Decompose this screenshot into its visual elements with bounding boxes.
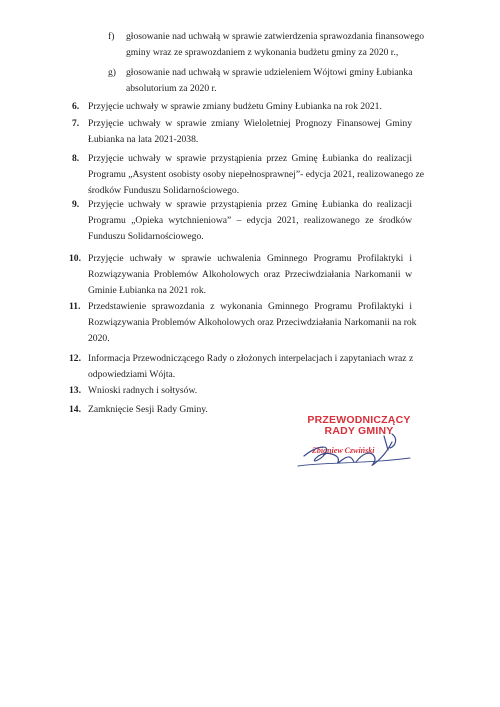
handwritten-signature xyxy=(296,425,414,478)
item-line: Przyjęcie uchwały w sprawie zmiany budżetu Gminy Łubianka na rok 2021. xyxy=(88,101,382,112)
item-line: Rozwiązywania Problemów Alkoholowych oraz Przeciwdziałania Narkomanii w xyxy=(88,269,412,280)
item-line: Przyjęcie uchwały w sprawie uchwalenia Gminnego Programu Profilaktyki i xyxy=(88,253,412,264)
agenda-subitem-g xyxy=(108,65,413,97)
stamp-name: Zbigniew Czwiński xyxy=(312,446,375,455)
item-line: głosowanie nad uchwałą w sprawie udzieleniem Wójtowi gminy Łubianka xyxy=(126,67,413,78)
agenda-item-10 xyxy=(69,251,412,299)
item-line: Przyjęcie uchwały w sprawie zmiany Wieloletniej Prognozy Finansowej Gminy xyxy=(88,118,412,129)
item-marker: 8. xyxy=(72,153,80,164)
item-line: Przyjęcie uchwały w sprawie przystąpienia przez Gminę Łubianka do realizacji xyxy=(88,199,412,210)
agenda-item-9 xyxy=(72,197,412,245)
item-line: Gminie Łubianka na 2021 rok. xyxy=(88,285,207,296)
item-marker: 11. xyxy=(69,301,81,312)
item-line: środków Funduszu Solidarnościowego. xyxy=(88,185,240,196)
stamp-subtitle: RADY GMINY xyxy=(324,425,394,437)
item-line: Wnioski radnych i sołtysów. xyxy=(88,385,198,396)
item-marker: 7. xyxy=(72,118,80,129)
item-line: 2020. xyxy=(88,333,110,344)
item-line: Zamknięcie Sesji Rady Gminy. xyxy=(88,404,208,415)
item-line: Przyjęcie uchwały w sprawie przystąpienia przez Gminę Łubianka do realizacji xyxy=(88,153,412,164)
signature-stroke xyxy=(384,434,396,450)
item-marker: 13. xyxy=(69,385,81,396)
item-line: odpowiedziami Wójta. xyxy=(88,369,176,380)
agenda-item-12 xyxy=(69,351,414,383)
item-marker: 9. xyxy=(72,199,80,210)
item-line: gminy wraz ze sprawozdaniem z wykonania budżetu gminy za 2020 r., xyxy=(126,47,399,58)
agenda-item-7 xyxy=(72,116,412,148)
agenda-item-13 xyxy=(69,383,412,399)
item-line: Łubianka na lata 2021-2038. xyxy=(88,134,199,145)
item-line: Rozwiązywania Problemów Alkoholowych oraz Przeciwdziałania Narkomanii na rok xyxy=(88,317,417,328)
item-line: absolutorium za 2020 r. xyxy=(126,83,217,94)
agenda-item-8 xyxy=(72,151,424,199)
item-marker: 10. xyxy=(69,253,81,264)
item-line: Funduszu Solidarnościowego. xyxy=(88,231,204,242)
stamp-title: PRZEWODNICZĄCY xyxy=(307,414,411,426)
item-line: Programu „Asystent osobisty osoby niepełnosprawnej”- edycja 2021, realizowanego ze xyxy=(88,169,424,180)
item-line: głosowanie nad uchwałą w sprawie zatwierdzenia sprawozdania finansowego xyxy=(126,31,425,42)
agenda-item-11 xyxy=(69,299,417,347)
item-line: Przedstawienie sprawozdania z wykonania Gminnego Programu Profilaktyki i xyxy=(88,301,412,312)
item-line: Programu „Opieka wytchnieniowa” – edycja 2021, realizowanego ze środków xyxy=(88,215,412,226)
item-marker: 6. xyxy=(72,101,80,112)
agenda-subitem-f xyxy=(108,29,425,61)
item-marker: f) xyxy=(108,31,115,42)
item-marker: 14. xyxy=(69,404,81,415)
agenda-item-6 xyxy=(72,99,412,115)
item-marker: g) xyxy=(108,67,116,78)
item-line: Informacja Przewodniczącego Rady o złożonych interpelacjach i zapytaniach wraz z xyxy=(88,353,414,364)
signature-stroke xyxy=(304,447,354,463)
item-marker: 12. xyxy=(69,353,81,364)
